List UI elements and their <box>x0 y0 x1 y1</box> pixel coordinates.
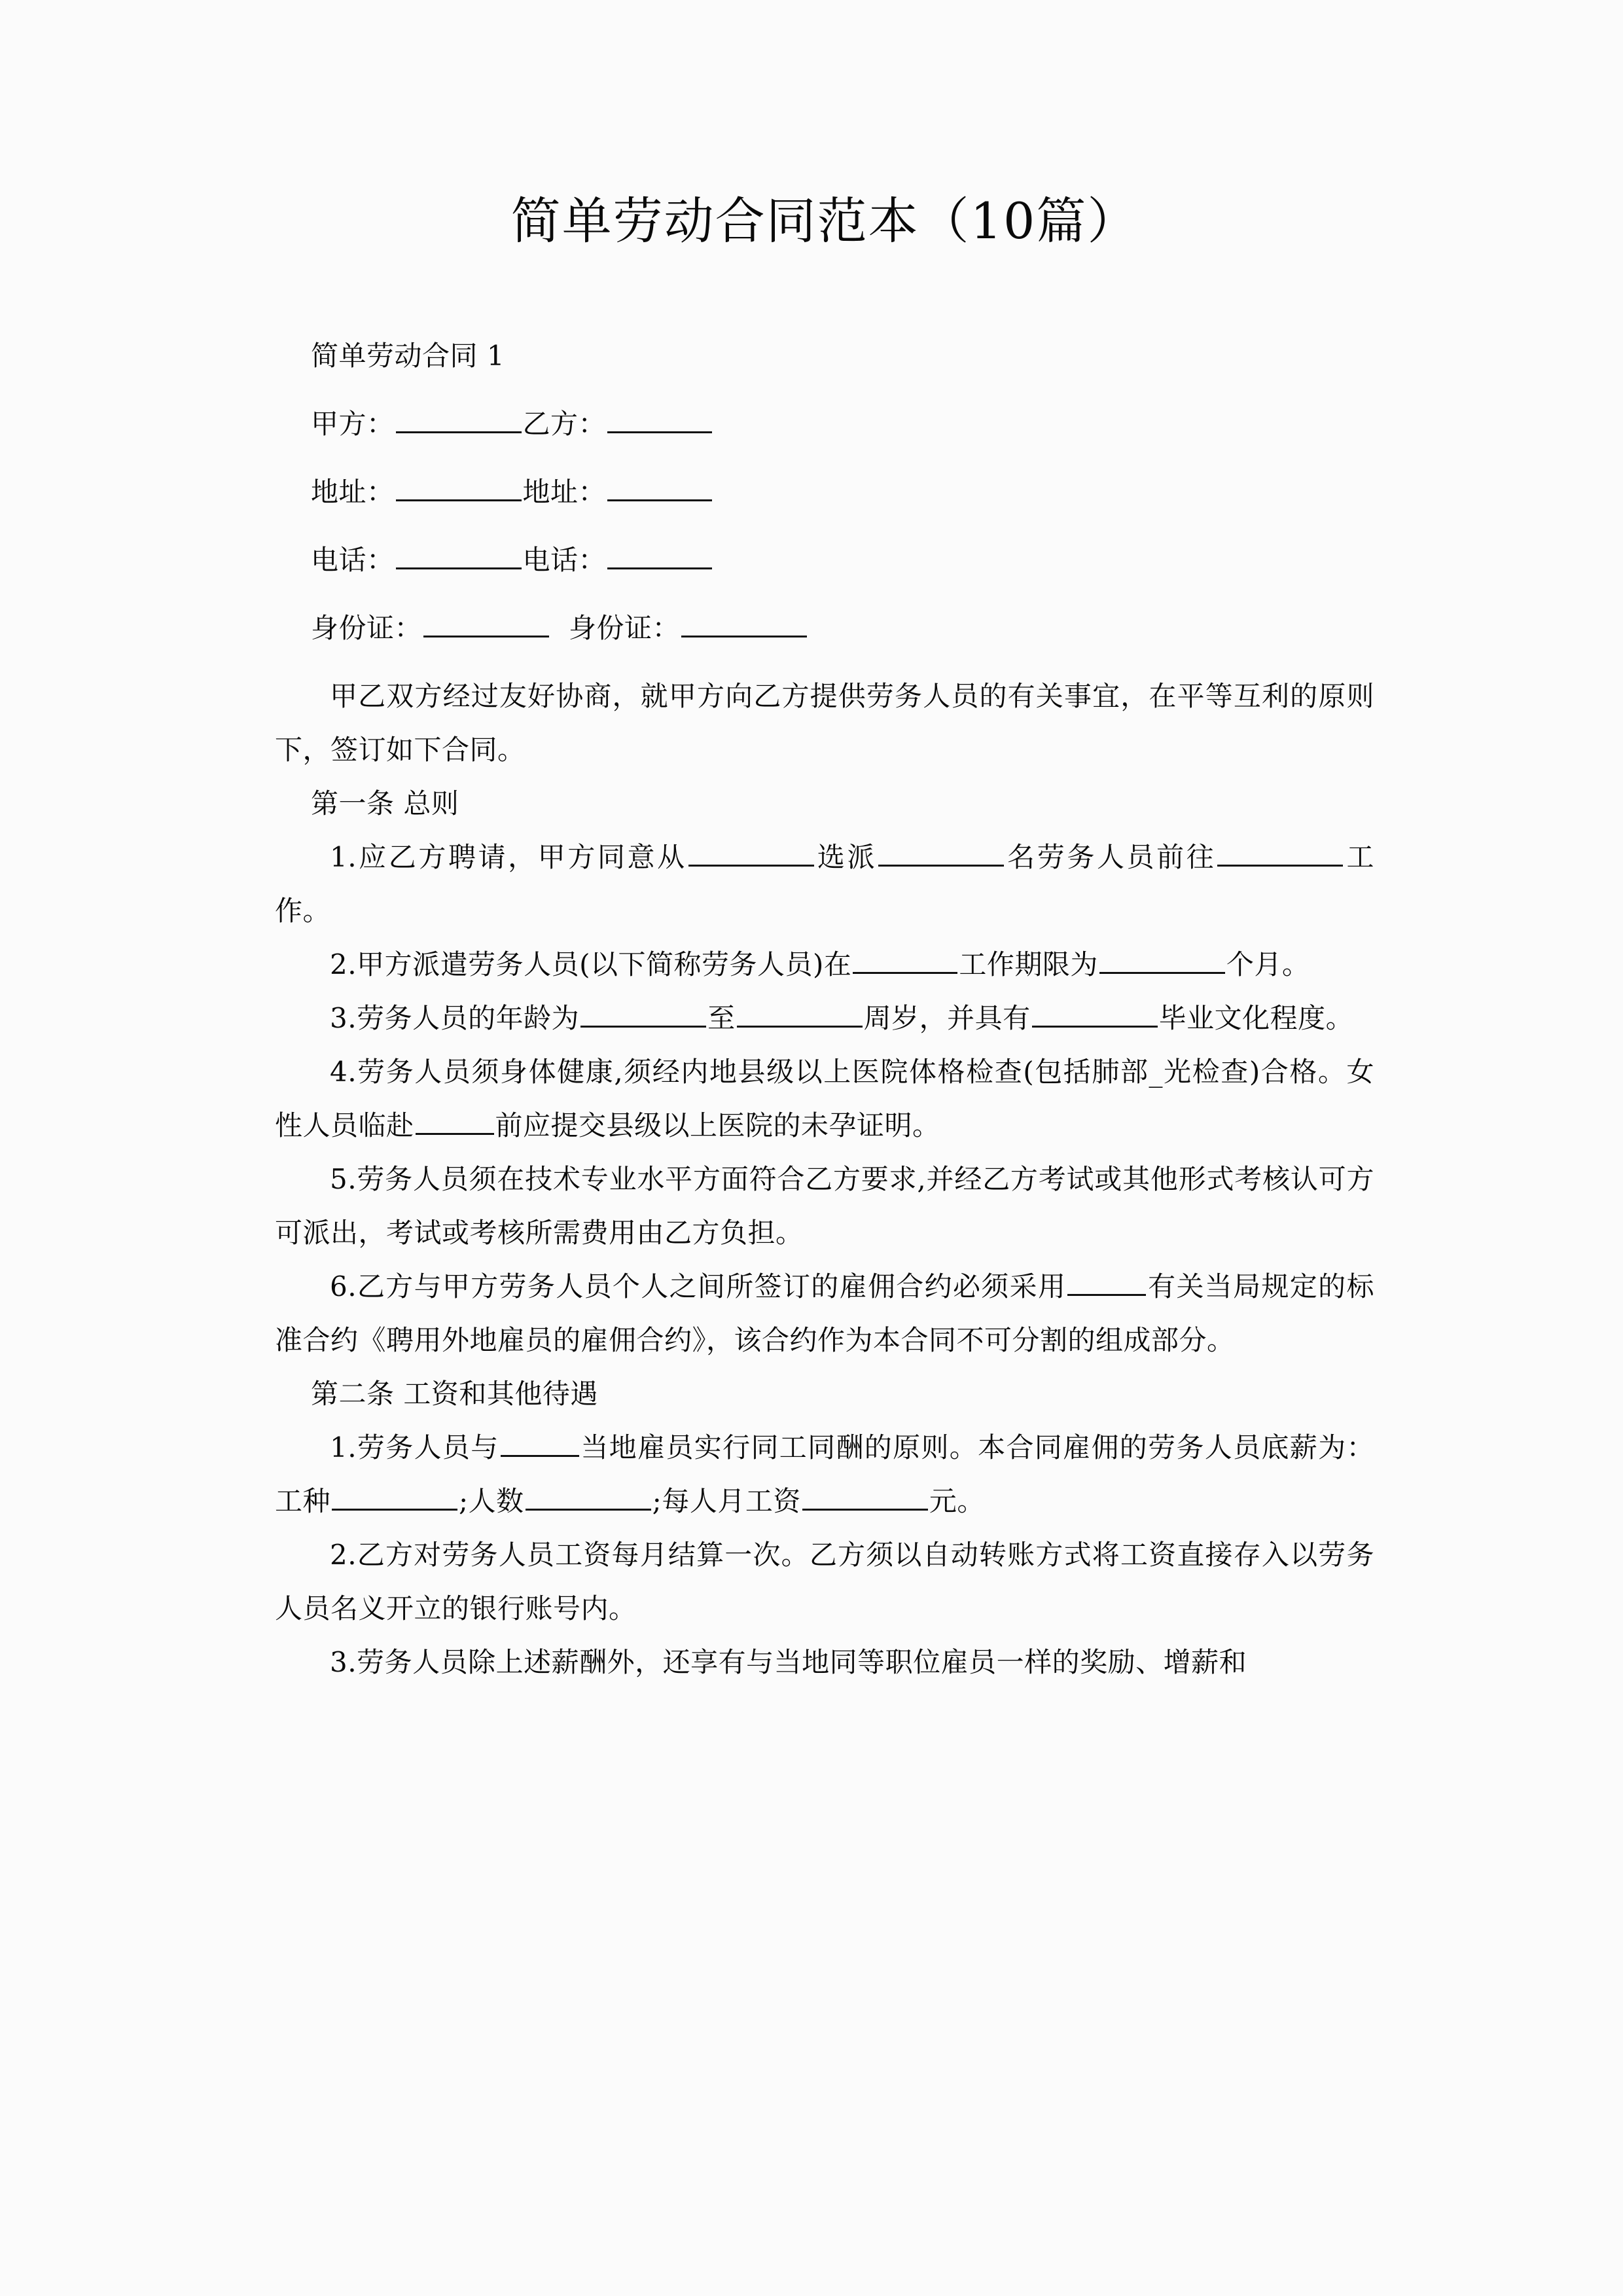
item-text: 乙方对劳务人员工资每月结算一次。乙方须以自动转账方式将工资直接存入以劳务人员名义开立的银行账号内。 <box>275 1539 1374 1624</box>
party-a-id-blank[interactable] <box>423 608 549 637</box>
item-blank-authority[interactable] <box>1067 1266 1146 1296</box>
item-text: 应乙方聘请，甲方同意从 <box>357 841 687 873</box>
party-a-phone-blank[interactable] <box>396 540 522 569</box>
section-1-heading: 第一条 总则 <box>311 787 459 819</box>
title-spacer <box>275 252 1374 329</box>
section-2-heading: 第二条 工资和其他待遇 <box>311 1378 598 1410</box>
item-text: 乙方与甲方劳务人员个人之间所签订的雇佣合约必须采用 <box>357 1270 1067 1302</box>
item-number: 6. <box>330 1270 357 1302</box>
item-text: ;每人月工资 <box>652 1485 801 1517</box>
item-blank-count[interactable] <box>878 837 1004 867</box>
section-1-item-1 <box>275 831 1374 938</box>
item-blank-age-min[interactable] <box>580 998 706 1028</box>
party-a-name-label: 甲方： <box>311 408 395 440</box>
item-text: 选派 <box>815 841 878 873</box>
item-text: 劳务人员除上述薪酬外，还享有与当地同等职位雇员一样的奖励、增薪和 <box>357 1646 1247 1678</box>
item-number: 4. <box>330 1056 357 1088</box>
item-number: 2. <box>330 948 357 980</box>
item-blank-age-max[interactable] <box>737 998 863 1028</box>
party-b-phone-blank[interactable] <box>607 540 712 569</box>
parties-address-row <box>275 465 1374 519</box>
party-a-id-label: 身份证： <box>311 612 423 644</box>
item-text: 有关当局规定的标准合约《聘用外地雇员的雇佣合约》，该合约作为本合同不可分割的组成部分。 <box>275 1270 1374 1356</box>
party-b-address-label: 地址： <box>522 476 607 508</box>
party-a-name-blank[interactable] <box>396 404 522 433</box>
item-text: 周岁，并具有 <box>863 1002 1031 1034</box>
item-text: 工作期限为 <box>959 948 1098 980</box>
row-spacer <box>275 655 1374 670</box>
item-text: 甲方派遣劳务人员(以下简称劳务人员)在 <box>357 948 852 980</box>
item-number: 3. <box>330 1002 357 1034</box>
party-a-address-blank[interactable] <box>396 472 522 501</box>
parties-phone-row <box>275 533 1374 587</box>
row-spacer <box>275 383 1374 397</box>
section-2-item-2 <box>275 1528 1374 1636</box>
item-number: 1. <box>330 1431 357 1463</box>
party-b-name-label: 乙方： <box>522 408 607 440</box>
item-text: 劳务人员的年龄为 <box>357 1002 580 1034</box>
preamble-paragraph: 甲乙双方经过友好协商，就甲方向乙方提供劳务人员的有关事宜，在平等互利的原则下，签订如下合同。 <box>275 680 1374 766</box>
section-1-item-3 <box>275 992 1374 1045</box>
party-b-name-blank[interactable] <box>607 404 712 433</box>
row-spacer <box>275 451 1374 465</box>
item-blank-duration[interactable] <box>1099 944 1225 974</box>
item-text: 名劳务人员前往 <box>1005 841 1217 873</box>
item-blank-headcount[interactable] <box>526 1481 651 1511</box>
item-text: 至 <box>707 1002 736 1034</box>
item-number: 3. <box>330 1646 357 1678</box>
item-text: 毕业文化程度。 <box>1158 1002 1354 1034</box>
item-text: 当地雇员实行同工同酬的原则。本合同雇佣的劳务人员底薪为：工种 <box>275 1431 1374 1517</box>
item-blank-location[interactable] <box>853 944 957 974</box>
document-content <box>275 0 1374 1689</box>
item-number: 1. <box>330 841 357 873</box>
party-a-phone-label: 电话： <box>311 544 395 576</box>
party-b-id-blank[interactable] <box>681 608 807 637</box>
document-subtitle: 简单劳动合同 1 <box>311 340 505 372</box>
item-text: 劳务人员须在技术专业水平方面符合乙方要求,并经乙方考试或其他形式考核认可方可派出，考试或考核所需费用由乙方负担。 <box>275 1163 1374 1249</box>
party-b-address-blank[interactable] <box>607 472 712 501</box>
item-blank-source[interactable] <box>688 837 814 867</box>
item-blank-monthly-wage[interactable] <box>802 1481 928 1511</box>
item-text: ;人数 <box>459 1485 524 1517</box>
section-2-item-3 <box>275 1636 1374 1689</box>
item-text: 前应提交县级以上医院的未孕证明。 <box>495 1109 940 1141</box>
item-blank-departure[interactable] <box>416 1105 494 1135</box>
party-a-address-label: 地址： <box>311 476 395 508</box>
section-1-item-4 <box>275 1045 1374 1153</box>
parties-name-row <box>275 397 1374 451</box>
item-text: 工作。 <box>275 841 1374 927</box>
item-blank-destination[interactable] <box>1217 837 1343 867</box>
item-blank-job-type[interactable] <box>332 1481 457 1511</box>
party-b-phone-label: 电话： <box>522 544 607 576</box>
item-number: 2. <box>330 1539 357 1571</box>
section-1-item-5 <box>275 1153 1374 1260</box>
parties-id-row <box>275 601 1374 655</box>
row-spacer <box>275 519 1374 533</box>
item-number: 5. <box>330 1163 357 1195</box>
item-text: 个月。 <box>1226 948 1310 980</box>
item-text: 劳务人员与 <box>357 1431 499 1463</box>
item-blank-locality[interactable] <box>501 1427 579 1457</box>
item-blank-education[interactable] <box>1032 998 1158 1028</box>
section-1-item-2 <box>275 938 1374 992</box>
item-text: 元。 <box>929 1485 985 1517</box>
row-spacer <box>275 587 1374 601</box>
section-1-item-6 <box>275 1260 1374 1367</box>
item-text: 劳务人员须身体健康,须经内地县级以上医院体格检查(包括肺部_光检查)合格。女性人员临赴 <box>275 1056 1374 1141</box>
page-title: 简单劳动合同范本（10篇） <box>510 192 1139 250</box>
party-b-id-label: 身份证： <box>569 612 681 644</box>
section-2-item-1 <box>275 1421 1374 1528</box>
